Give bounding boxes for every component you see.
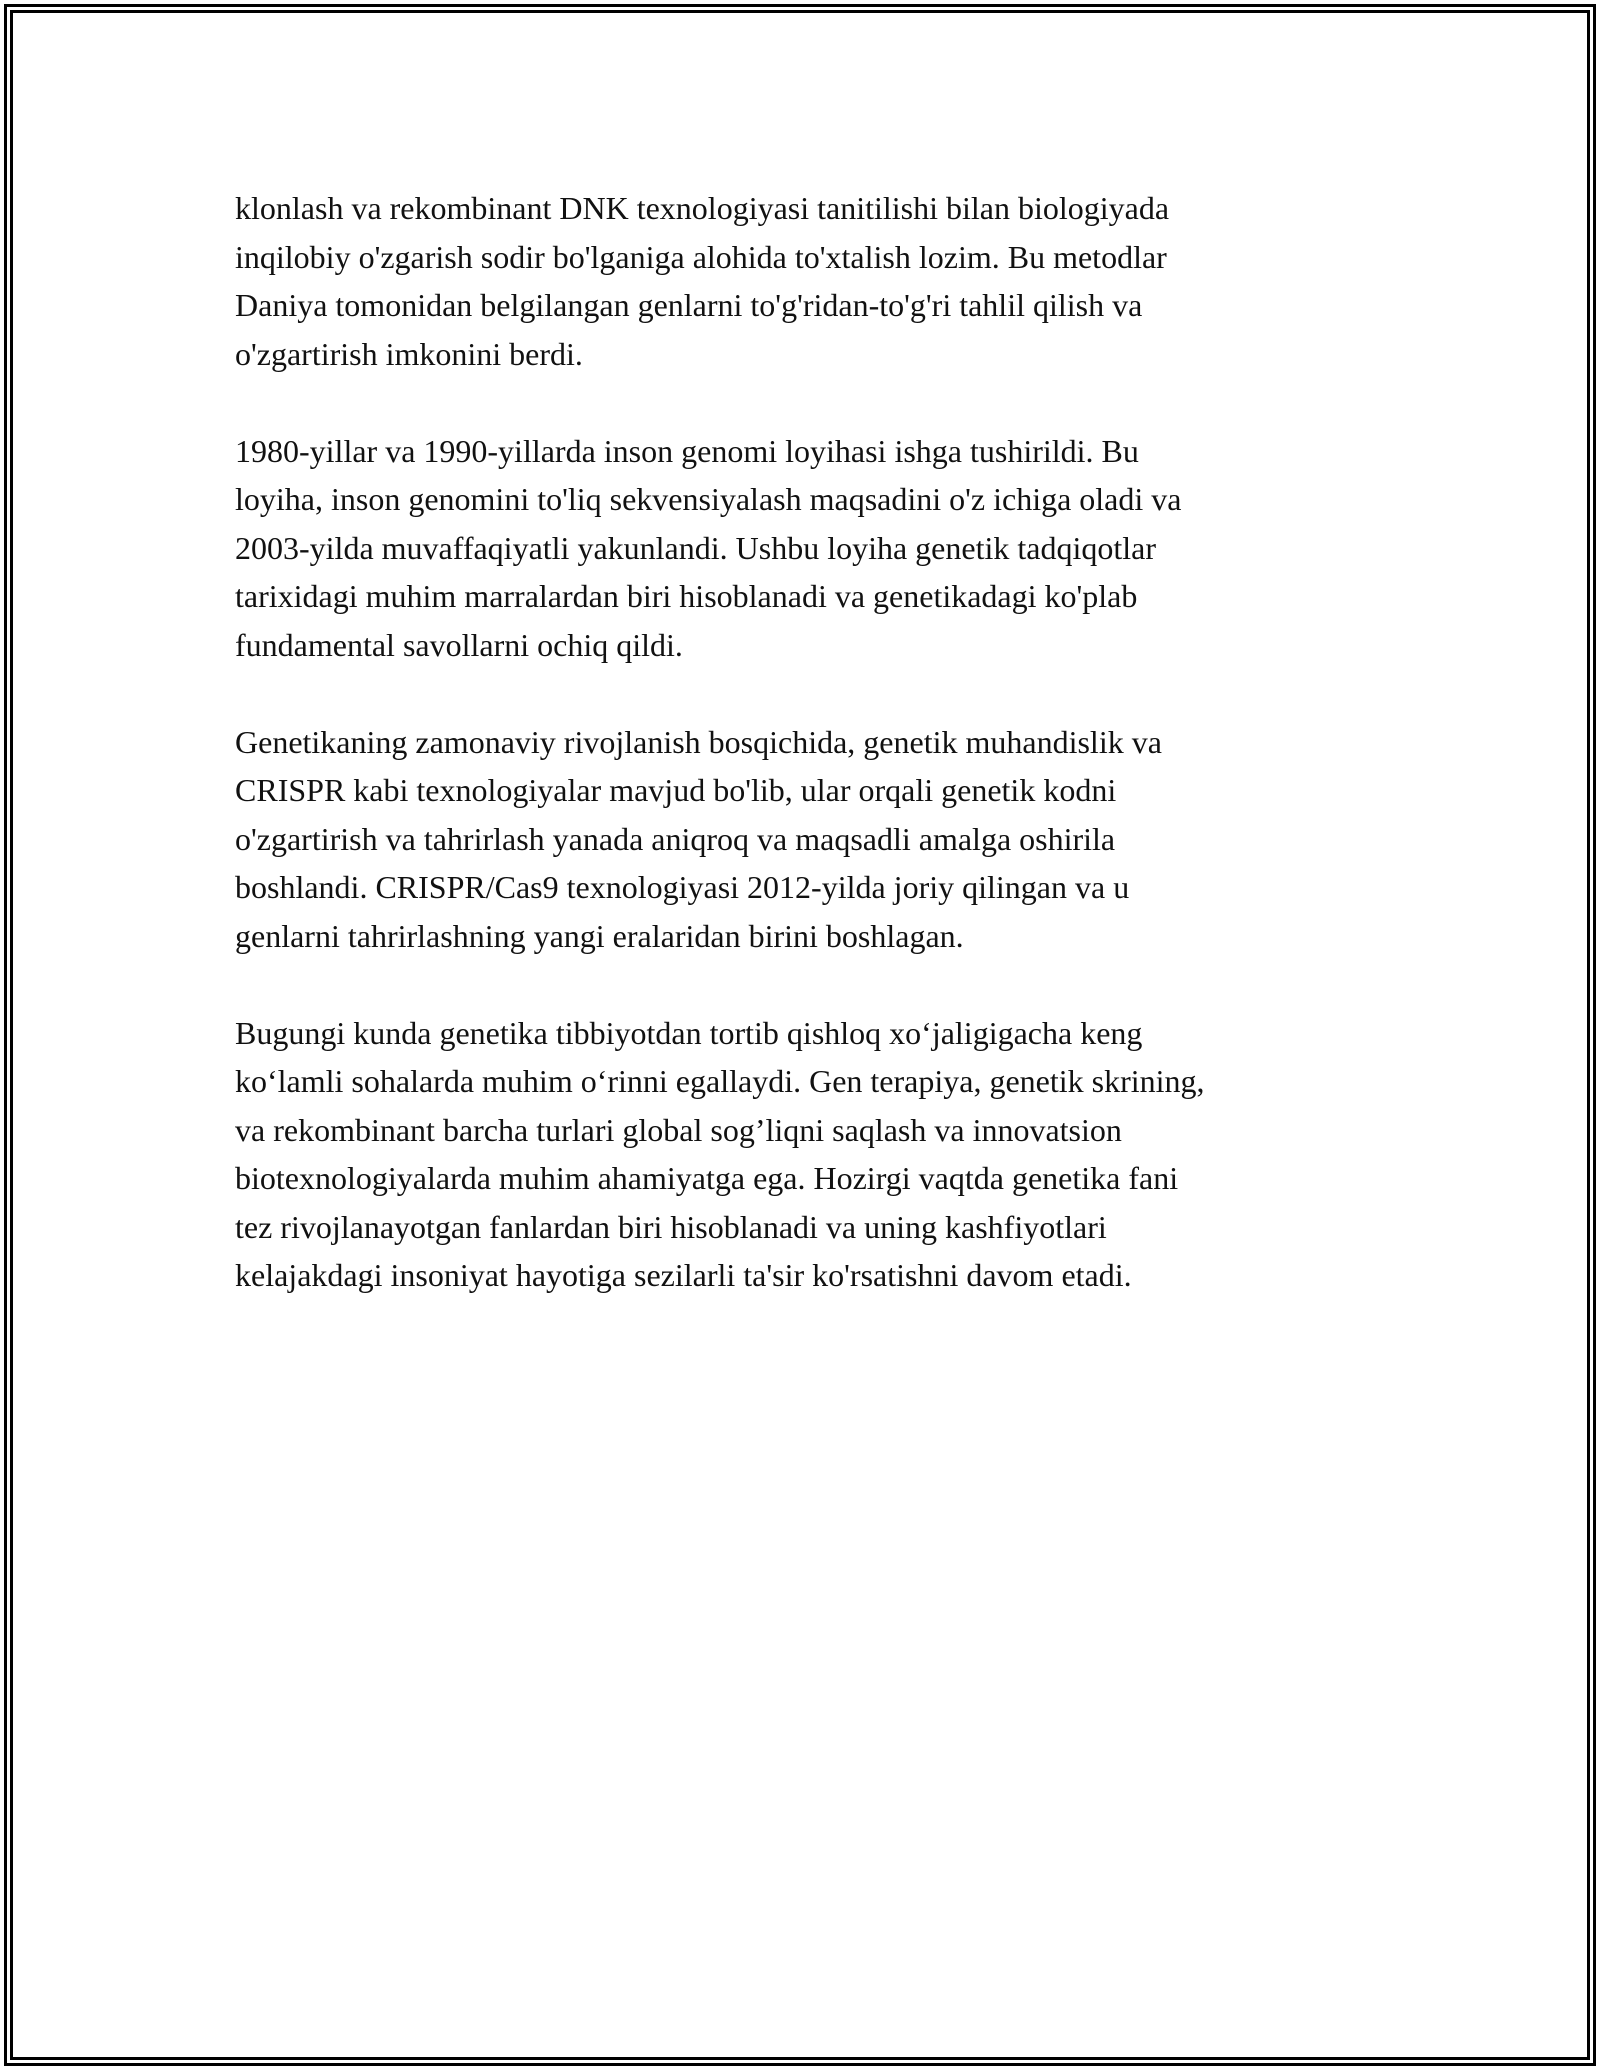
text-line: inqilobiy o'zgarish sodir bo'lganiga alohida to'xtalish lozim. Bu metodlar — [235, 238, 1167, 275]
text-line: boshlandi. CRISPR/Cas9 texnologiyasi 2012-yilda joriy qilingan va u — [235, 869, 1130, 905]
text-line: ko‘lamli sohalarda muhim o‘rinni egallaydi. Gen terapiya, genetik skrining, — [235, 1063, 1205, 1099]
text-line: genlarni tahrirlashning yangi eralaridan birini boshlagan. — [235, 917, 964, 954]
text-line: va rekombinant barcha turlari global sog’liqni saqlash va innovatsion — [235, 1111, 1122, 1148]
text-line: kelajakdagi insoniyat hayotiga sezilarli ta'sir ko'rsatishni davom etadi. — [235, 1257, 1132, 1293]
text-line: 2003-yilda muvaffaqiyatli yakunlandi. Ushbu loyiha genetik tadqiqotlar — [235, 529, 1156, 566]
document-body — [235, 184, 1375, 1348]
text-line: CRISPR kabi texnologiyalar mavjud bo'lib, ular orqali genetik kodni — [235, 772, 1117, 808]
text-line: Daniya tomonidan belgilangan genlarni to'g'ridan-to'g'ri tahlil qilish va — [235, 287, 1143, 323]
text-line: Bugungi kunda genetika tibbiyotdan tortib qishloq xo‘jaligigacha keng — [235, 1014, 1143, 1051]
text-line: o'zgartirish va tahrirlash yanada aniqroq va maqsadli amalga oshirila — [235, 820, 1116, 857]
text-line: loyiha, inson genomini to'liq sekvensiyalash maqsadini o'z ichiga oladi va — [235, 481, 1182, 517]
text-line: Genetikaning zamonaviy rivojlanish bosqichida, genetik muhandislik va — [235, 723, 1162, 760]
paragraph-3 — [235, 718, 1375, 961]
text-line: tarixidagi muhim marralardan biri hisoblanadi va genetikadagi ko'plab — [235, 578, 1138, 614]
paragraph-2 — [235, 427, 1375, 670]
text-line: biotexnologiyalarda muhim ahamiyatga ega. Hozirgi vaqtda genetika fani — [235, 1160, 1179, 1196]
paragraph-1 — [235, 184, 1375, 378]
text-line: klonlash va rekombinant DNK texnologiyasi tanitilishi bilan biologiyada — [235, 190, 1170, 226]
paragraph-4 — [235, 1009, 1375, 1300]
text-line: fundamental savollarni ochiq qildi. — [235, 626, 683, 663]
text-line: 1980-yillar va 1990-yillarda inson genomi loyihasi ishga tushirildi. Bu — [235, 432, 1139, 469]
text-line: o'zgartirish imkonini berdi. — [235, 335, 583, 372]
text-line: tez rivojlanayotgan fanlardan biri hisoblanadi va uning kashfiyotlari — [235, 1208, 1107, 1245]
